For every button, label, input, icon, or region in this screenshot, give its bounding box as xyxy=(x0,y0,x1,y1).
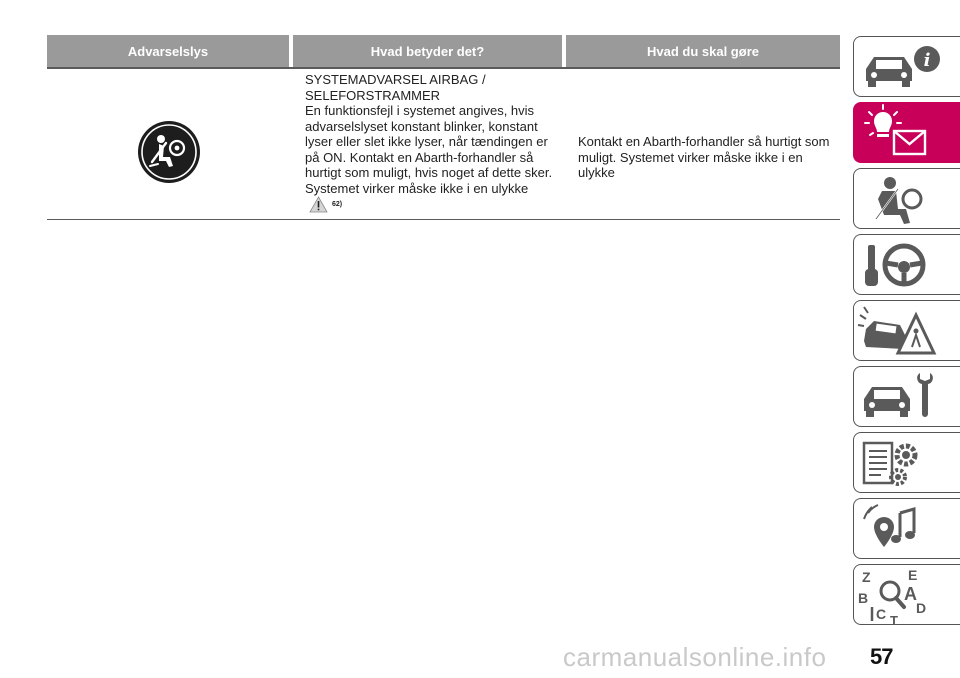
key-steering-wheel-icon xyxy=(854,235,960,295)
car-crash-warning-icon xyxy=(854,301,960,361)
column-header-action: Hvad du skal gøre xyxy=(566,35,840,67)
index-letter: D xyxy=(916,600,927,616)
watermark: carmanualsonline.info xyxy=(563,642,827,672)
tab-warning-lights[interactable] xyxy=(853,102,960,163)
tab-emergency[interactable] xyxy=(853,300,960,361)
tab-starting-driving[interactable] xyxy=(853,234,960,295)
index-letter: B xyxy=(858,590,869,606)
tab-safety[interactable] xyxy=(853,168,960,229)
header-rule xyxy=(47,67,840,69)
index-letter: E xyxy=(908,567,918,583)
index-letter: T xyxy=(890,613,898,626)
warning-description: En funktionsfejl i systemet angives, hvis advarselslyset konstant blinker, konstant lyser eller slet ikke lyser, når tændingen er på ON. Kontakt en Abarth-forhandler så hurtigt som muligt, hvis noget af dette sker. Systemet virker måske ikke i en ulykke xyxy=(305,103,553,196)
reference-note xyxy=(309,196,342,213)
column-header-warning-light: Advarselslys xyxy=(47,35,289,67)
seatbelt-airbag-icon xyxy=(854,169,960,229)
tab-technical-data[interactable] xyxy=(853,432,960,493)
index-letter: C xyxy=(876,606,887,622)
airbag-warning-icon xyxy=(137,120,201,184)
alphabetical-index-icon xyxy=(854,565,960,625)
column-header-meaning: Hvad betyder det? xyxy=(293,35,562,67)
warning-title: SYSTEMADVARSEL AIRBAG / SELEFORSTRAMMER xyxy=(305,72,486,103)
car-wrench-icon xyxy=(854,367,960,427)
action-text: Kontakt en Abarth-forhandler så hurtigt som muligt. Systemet virker måske ikke i en ulykke xyxy=(578,134,830,181)
caution-triangle-icon xyxy=(309,196,328,213)
index-letter: A xyxy=(904,584,917,604)
multimedia-music-icon xyxy=(854,499,960,559)
spec-list-gears-icon xyxy=(854,433,960,493)
tab-maintenance[interactable] xyxy=(853,366,960,427)
tab-index[interactable] xyxy=(853,564,960,625)
row-rule xyxy=(47,219,840,220)
tab-multimedia[interactable] xyxy=(853,498,960,559)
car-info-icon xyxy=(854,37,960,97)
index-letter: Z xyxy=(862,569,871,585)
svg-text:i: i xyxy=(923,50,931,71)
page-number: 57 xyxy=(870,644,893,669)
reference-number: 62) xyxy=(332,201,343,208)
warning-light-message-icon xyxy=(854,103,960,163)
tab-car-info[interactable] xyxy=(853,36,960,97)
